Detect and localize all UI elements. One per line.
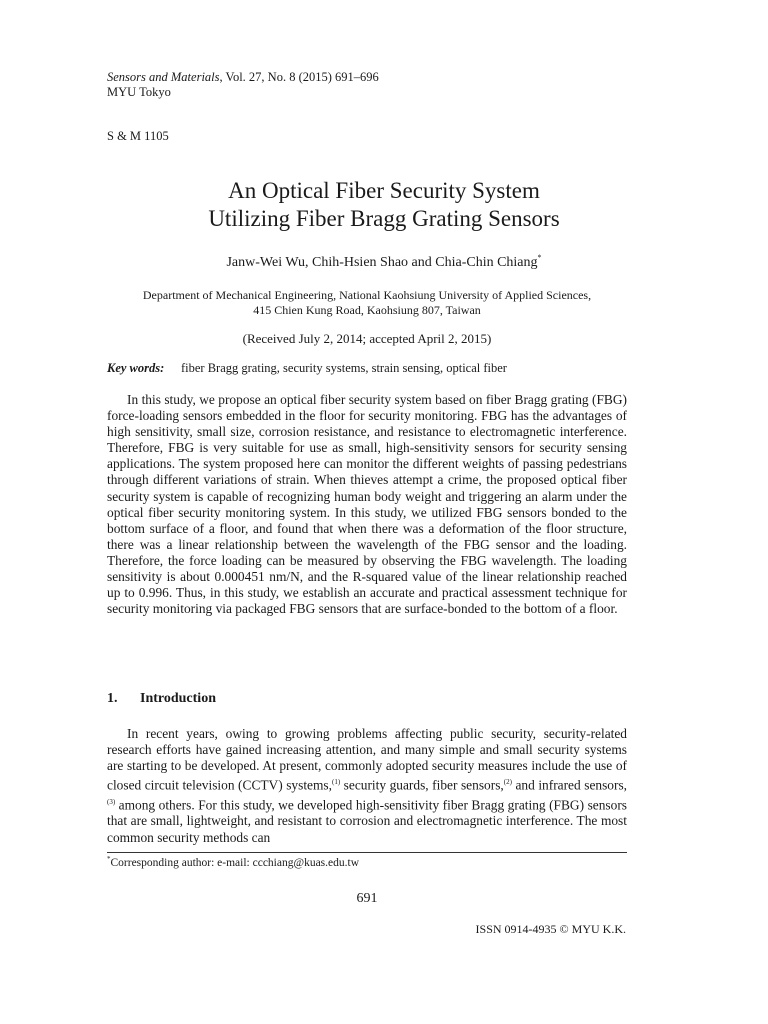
affiliation: [0, 288, 734, 318]
keywords-text: fiber Bragg grating, security systems, strain sensing, optical fiber: [181, 361, 507, 375]
journal-name: Sensors and Materials: [107, 70, 220, 84]
affiliation-line-2: 415 Chien Kung Road, Kaohsiung 807, Taiwan: [253, 303, 481, 317]
section-title: Introduction: [140, 691, 216, 706]
article-code: S & M 1105: [107, 129, 169, 143]
intro-text-4: among others. For this study, we developed high-sensitivity fiber Bragg grating (FBG) sensors that are small, lightweight, and resistant to corrosion and electromagnetic interference. The most common security methods can: [107, 797, 627, 845]
section-number: 1.: [107, 691, 118, 706]
title-line-1: An Optical Fiber Security System: [228, 178, 540, 203]
introduction-paragraph: [107, 726, 627, 846]
section-heading: [107, 691, 216, 707]
keywords-label: Key words:: [107, 361, 165, 375]
footnote-mark: *: [107, 855, 111, 863]
corresponding-mark: *: [537, 253, 542, 262]
intro-text-1: In recent years, owing to growing problems affecting public security, security-related research efforts have gained increasing attention, and many simple and small security systems are starting to be developed. At present, commonly adopted security measures include the use of closed circuit television (CCTV) systems,: [107, 726, 627, 793]
journal-header: [107, 70, 379, 100]
authors: [0, 253, 768, 271]
journal-details: , Vol. 27, No. 8 (2015) 691–696: [219, 70, 379, 84]
citation-3: (3): [107, 797, 116, 806]
paper-title: [0, 177, 768, 233]
author-names: Janw-Wei Wu, Chih-Hsien Shao and Chia-Chin Chiang: [226, 255, 538, 270]
abstract: In this study, we propose an optical fiber security system based on fiber Bragg grating (FBG) force-loading sensors embedded in the floor for security monitoring. FBG has the advantages of high sensitivity, small size, corrosion resistance, and resistance to electromagnetic interference. Therefore, FBG is very suitable for use as small, high-sensitivity sensors for security sensing applications. The system proposed here can monitor the different weights of passing pedestrians through different variations of strain. When thieves attempt a crime, the proposed optical fiber security system is capable of recognizing human body weight and triggering an alarm under the optical fiber security monitoring system. In this study, we utilized FBG sensors bonded to the bottom surface of a floor, and found that when there was a deformation of the floor structure, there was a linear relationship between the wavelength of the FBG sensor and the loading. Therefore, the force loading can be measured by observing the FBG wavelength. The loading sensitivity is about 0.000451 nm/N, and the R-squared value of the linear relationship reached up to 0.996. Thus, in this study, we establish an accurate and practical assessment technique for security monitoring via packaged FBG sensors that are surface-bonded to the bottom of a floor.: [107, 392, 627, 617]
footnote-divider: [107, 852, 627, 853]
intro-text-2: security guards, fiber sensors,: [340, 777, 504, 793]
footnote: [107, 855, 359, 869]
intro-text-3: and infrared sensors,: [511, 777, 628, 793]
publisher: MYU Tokyo: [107, 85, 171, 99]
page-number: 691: [356, 891, 378, 906]
citation-2: (2): [503, 778, 512, 787]
footnote-text: Corresponding author: e-mail: ccchiang@kuas.edu.tw: [110, 856, 360, 869]
affiliation-line-1: Department of Mechanical Engineering, National Kaohsiung University of Applied Sciences,: [142, 288, 592, 302]
title-line-2: Utilizing Fiber Bragg Grating Sensors: [208, 206, 560, 231]
citation-1: (1): [331, 778, 341, 787]
issn-line: ISSN 0914-4935 © MYU K.K.: [475, 922, 626, 936]
keywords: [107, 361, 507, 376]
received-dates: (Received July 2, 2014; accepted April 2, 2015): [242, 331, 492, 346]
